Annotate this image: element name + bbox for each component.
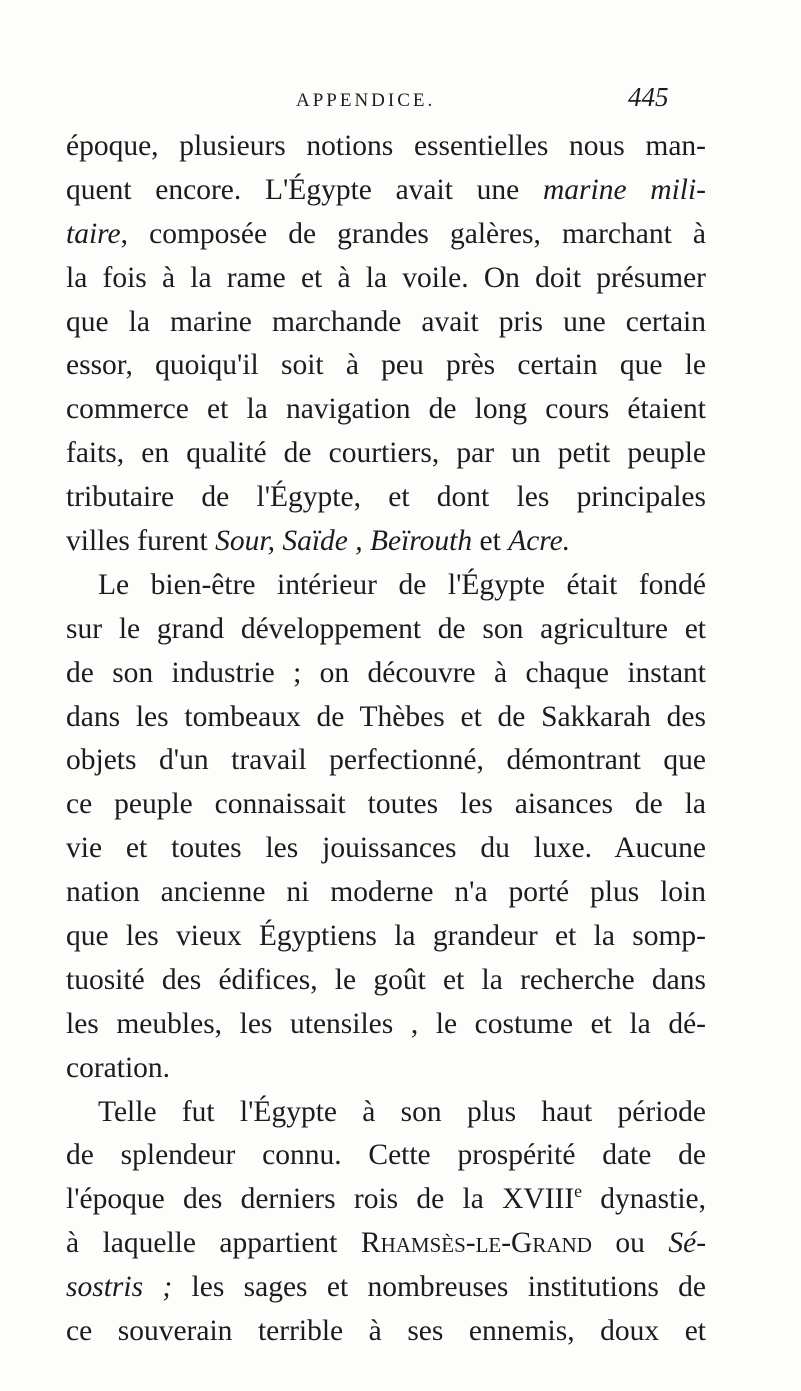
text-line: tributaire de l'Égypte, et dont les principales (66, 481, 706, 514)
text-line: sostris ; les sages et nombreuses institutions de (66, 1271, 707, 1304)
italic-term: Sé- (668, 1227, 707, 1260)
text-line: dans les tombeaux de Thèbes et de Sakkarah des (66, 700, 706, 733)
text-line: villes furent Sour, Saïde , Beïrouth et Acre. (66, 525, 571, 558)
page-header (0, 82, 801, 122)
text-line: commerce et la navigation de long cours étaient (66, 393, 706, 426)
text-line: de son industrie ; on découvre à chaque instant (66, 656, 706, 689)
italic-term: marine mili- (542, 173, 707, 206)
text-line: objets d'un travail perfectionné, démontrant que (66, 744, 706, 777)
text-line: ce souverain terrible à ses ennemis, doux et (66, 1315, 706, 1348)
body-text (66, 125, 706, 1354)
text-line: époque, plusieurs notions essentielles nous man- (66, 130, 706, 162)
text-line: Telle fut l'Égypte à son plus haut période (98, 1095, 706, 1128)
text-line: que la marine marchande avait pris une certain (66, 305, 706, 338)
italic-term: sostris ; (66, 1271, 173, 1304)
text-line: faits, en qualité de courtiers, par un petit peuple (66, 437, 706, 470)
text-line: tuosité des édifices, le goût et la recherche dans (66, 963, 706, 996)
text-line: vie et toutes les jouissances du luxe. Aucune (66, 832, 706, 865)
text-line: l'époque des derniers rois de la XVIIIe dynastie, (66, 1181, 706, 1216)
running-head: APPENDICE. (296, 90, 436, 111)
italic-term: taire (66, 217, 121, 250)
superscript: e (574, 1181, 583, 1202)
text-line: essor, quoiqu'il soit à peu près certain que le (66, 349, 706, 382)
italic-term: Sour, Saïde , Beïrouth (215, 525, 473, 558)
text-line: quent encore. L'Égypte avait une marine mili- (66, 173, 707, 206)
text-line: que les vieux Égyptiens la grandeur et la somp- (66, 920, 706, 953)
text-line: taire, composée de grandes galères, marchant à (66, 217, 706, 250)
text-line: sur le grand développement de son agriculture et (66, 612, 706, 645)
text-line: ce peuple connaissait toutes les aisances de la (66, 788, 706, 821)
small-caps-name: Rhamsès-le-Grand (360, 1227, 592, 1260)
text-line: la fois à la rame et à la voile. On doit présumer (66, 261, 706, 294)
text-line: Le bien-être intérieur de l'Égypte était fondé (98, 568, 706, 601)
text-line: de splendeur connu. Cette prospérité date de (66, 1139, 706, 1172)
text-line: les meubles, les utensiles , le costume et la dé- (66, 1007, 706, 1040)
italic-term: Acre. (508, 525, 571, 558)
page-number: 445 (628, 82, 669, 112)
text-line: nation ancienne ni moderne n'a porté plus loin (66, 876, 706, 909)
text-line: à laquelle appartient Rhamsès-le-Grand ou Sé- (66, 1227, 707, 1260)
text-line: coration. (66, 1051, 171, 1084)
